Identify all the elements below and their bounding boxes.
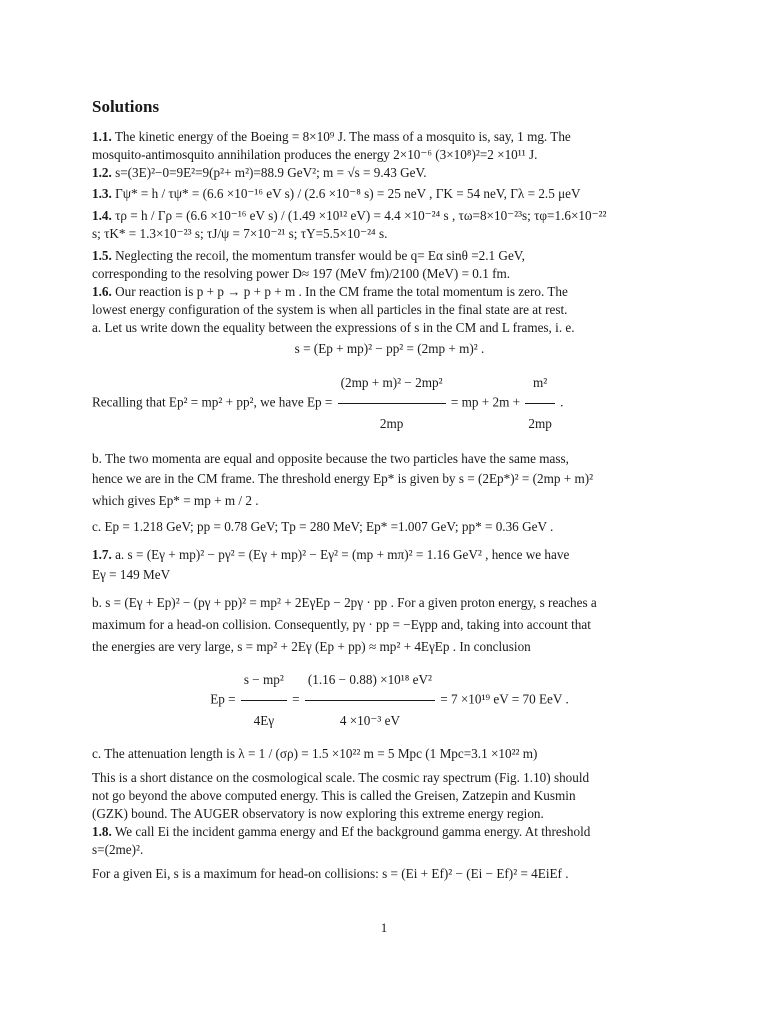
fraction-denominator: 2mp	[525, 403, 554, 444]
fraction-denominator: 2mp	[338, 403, 446, 444]
solution-1-6-b-line-2: hence we are in the CM frame. The threshold energy Ep* is given by s = (2Ep*)² = (2mp + m)²	[92, 471, 594, 486]
solution-1-8-line-3: For a given Ei, s is a maximum for head-on collisions: s = (Ei + Ef)² − (Ei − Ef)² = 4EiEf .	[92, 866, 569, 881]
solution-text: Γψ* = h / τψ* = (6.6 ×10⁻¹⁶ eV s) / (2.6 ×10⁻⁸ s) = 25 neV , ΓK = 54 neV, Γλ = 2.5 μeV	[115, 186, 581, 201]
solution-1-7-c: c. The attenuation length is λ = 1 / (σρ) = 1.5 ×10²² m = 5 Mpc (1 Mpc=3.1 ×10²² m)	[92, 746, 538, 761]
solution-1-7-b-line-1: b. s = (Eγ + Ep)² − (pγ + pp)² = mp² + 2EγEp − 2pγ · pp . For a given proton energy, s reaches a	[92, 595, 597, 610]
solution-number: 1.5.	[92, 248, 112, 263]
equation-end: .	[560, 394, 564, 410]
section-heading: Solutions	[92, 97, 160, 116]
solution-number: 1.6.	[92, 284, 112, 299]
solution-text: The kinetic energy of the Boeing = 8×10⁹ J. The mass of a mosquito is, say, 1 mg. The	[114, 129, 571, 144]
equation-proton-energy	[92, 660, 687, 741]
solution-text: τρ = h / Γρ = (6.6 ×10⁻¹⁶ eV s) / (1.49 ×10¹² eV) = 4.4 ×10⁻²⁴ s , τω=8×10⁻²³s; τφ=1.6×10⁻²²	[115, 208, 607, 223]
solution-number: 1.1.	[92, 129, 112, 144]
equation-rhs: = 7 ×10¹⁹ eV = 70 EeV .	[440, 691, 569, 707]
solution-1-5-line-1	[92, 247, 687, 265]
solution-1-7-line-2: Eγ = 149 MeV	[92, 567, 171, 582]
fraction-denominator: 4 ×10⁻³ eV	[305, 700, 435, 741]
solution-1-7-b-line-3: the energies are very large, s = mp² + 2Eγ (Ep + pp) ≈ mp² + 4EγEp . In conclusion	[92, 639, 531, 654]
solution-1-7-d-line-2: not go beyond the above computed energy. This is called the Greisen, Zatzepin and Kusmin	[92, 788, 576, 803]
solution-number: 1.3.	[92, 186, 112, 201]
solutions-page	[92, 96, 687, 885]
solution-1-7-d-line-3: (GZK) bound. The AUGER observatory is now exploring this extreme energy region.	[92, 806, 544, 821]
solution-1-7-b-line-2: maximum for a head-on collision. Consequently, pγ · pp = −Eγpp and, taking into account that	[92, 617, 591, 632]
equation-middle: = mp + 2m +	[450, 394, 521, 410]
equation-lhs: Ep =	[210, 691, 236, 707]
solution-number: 1.2.	[92, 165, 112, 180]
fraction-numerator: m²	[532, 375, 548, 390]
solution-1-1-line-1	[92, 128, 687, 146]
solution-1-7-line-1	[92, 544, 687, 566]
solution-1-6-b-line-1: b. The two momenta are equal and opposite because the two particles have the same mass,	[92, 451, 569, 466]
solution-text: We call Ei the incident gamma energy and Ef the background gamma energy. At threshold	[114, 824, 591, 839]
recall-equation	[92, 363, 687, 444]
equation-s-cm-lab: s = (Ep + mp)² − pp² = (2mp + m)² .	[294, 341, 485, 356]
solution-1-1-line-2: mosquito-antimosquito annihilation produces the energy 2×10⁻⁶ (3×10⁸)²=2 ×10¹¹ J.	[92, 147, 538, 162]
solution-1-8-line-2: s=(2me)².	[92, 842, 144, 857]
fraction-mass	[525, 363, 554, 444]
solution-1-3	[92, 185, 687, 203]
solution-text: s=(3E)²−0=9E²=9(p²+ m²)=88.9 GeV²; m = √s = 9.43 GeV.	[115, 165, 427, 180]
fraction-numerator: (2mp + m)² − 2mp²	[340, 375, 443, 390]
solution-1-6-c: c. Ep = 1.218 GeV; pp = 0.78 GeV; Tp = 280 MeV; Ep* =1.007 GeV; pp* = 0.36 GeV .	[92, 519, 554, 534]
solution-text: Our reaction is p + p → p + p + m . In the CM frame the total momentum is zero. The	[115, 284, 568, 299]
solution-text: a. s = (Eγ + mp)² − pγ² = (Eγ + mp)² − Eγ² = (mp + mπ)² = 1.16 GeV² , hence we have	[115, 547, 570, 562]
solution-number: 1.7.	[92, 547, 112, 562]
fraction-numerator: (1.16 − 0.88) ×10¹⁸ eV²	[307, 672, 432, 687]
fraction-s-minus-mass	[241, 660, 287, 741]
fraction-energy	[338, 363, 446, 444]
solution-1-5-line-2: corresponding to the resolving power D≈ 197 (MeV fm)/2100 (MeV) = 0.1 fm.	[92, 266, 511, 281]
solution-1-6-line-3: a. Let us write down the equality between the expressions of s in the CM and L frames, i. e.	[92, 320, 575, 335]
page-number: 1	[380, 920, 388, 935]
solution-number: 1.8.	[92, 824, 112, 839]
solution-1-8-line-1	[92, 823, 687, 841]
solution-1-4-line-1	[92, 207, 687, 225]
solution-1-7-d-line-1: This is a short distance on the cosmological scale. The cosmic ray spectrum (Fig. 1.10) should	[92, 770, 590, 785]
solution-1-6-b-line-3: which gives Ep* = mp + m / 2 .	[92, 493, 259, 508]
solution-1-2	[92, 164, 687, 182]
fraction-numerator: s − mp²	[243, 672, 284, 687]
fraction-denominator: 4Eγ	[241, 700, 287, 741]
solution-number: 1.4.	[92, 208, 112, 223]
solution-text: Neglecting the recoil, the momentum transfer would be q= Eα sinθ =2.1 GeV,	[115, 248, 525, 263]
solution-1-6-line-1	[92, 283, 687, 301]
equation-equals: =	[292, 691, 300, 707]
recall-text: Recalling that Ep² = mp² + pp², we have Ep =	[92, 394, 333, 410]
solution-1-6-line-2: lowest energy configuration of the system is when all particles in the final state are at rest.	[92, 302, 568, 317]
solution-1-4-line-2: s; τK* = 1.3×10⁻²³ s; τJ/ψ = 7×10⁻²¹ s; τΥ=5.5×10⁻²⁴ s.	[92, 226, 388, 241]
fraction-numeric	[305, 660, 435, 741]
